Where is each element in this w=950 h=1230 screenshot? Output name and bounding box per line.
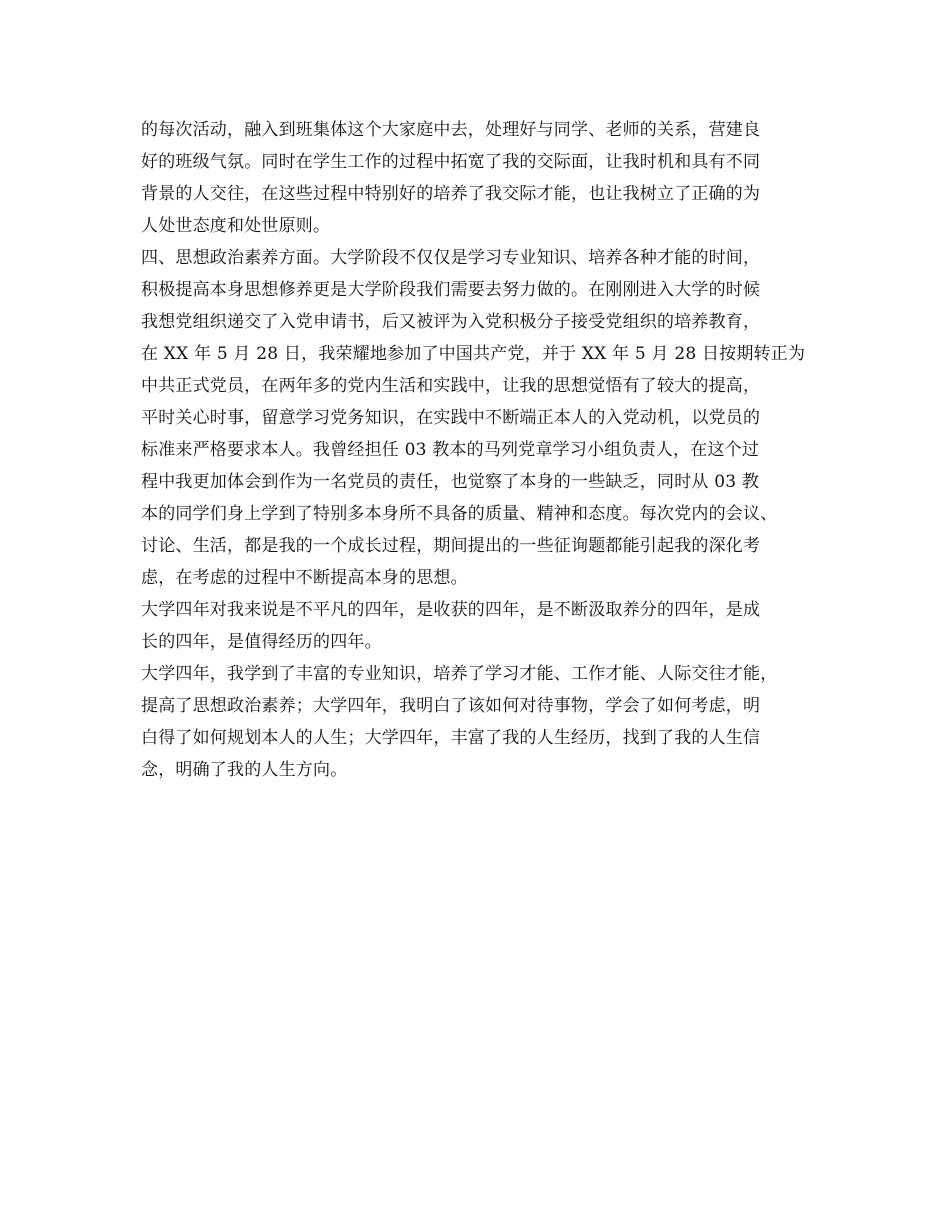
text-line: 程中我更加体会到作为一名党员的责任，也觉察了本身的一些缺乏，同时从 03 教 [141, 472, 760, 492]
text-line: 在 XX 年 5 月 28 日，我荣耀地参加了中国共产党，并于 XX 年 5 月 28 日按期转正为 [141, 344, 806, 364]
text-line: 的每次活动，融入到班集体这个大家庭中去，处理好与同学、老师的关系，营建良 [141, 120, 761, 140]
text-line: 虑，在考虑的过程中不断提高本身的思想。 [141, 568, 468, 588]
text-line: 长的四年，是值得经历的四年。 [141, 632, 382, 652]
text-line: 好的班级气氛。同时在学生工作的过程中拓宽了我的交际面，让我时机和具有不同 [141, 152, 761, 172]
text-line: 人处世态度和处世原则。 [141, 216, 331, 236]
text-line: 提高了思想政治素养；大学四年，我明白了该如何对待事物，学会了如何考虑，明 [141, 696, 761, 716]
text-line: 大学四年对我来说是不平凡的四年，是收获的四年，是不断汲取养分的四年，是成 [141, 600, 761, 620]
text-line: 大学四年，我学到了丰富的专业知识，培养了学习才能、工作才能、人际交往才能， [141, 664, 778, 684]
text-line: 本的同学们身上学到了特别多本身所不具备的质量、精神和态度。每次党内的会议、 [141, 504, 778, 524]
text-line: 我想党组织递交了入党申请书，后又被评为入党积极分子接受党组织的培养教育， [141, 312, 761, 332]
document-body [141, 114, 831, 786]
text-line: 平时关心时事，留意学习党务知识，在实践中不断端正本人的入党动机，以党员的 [141, 408, 761, 428]
text-line: 白得了如何规划本人的人生；大学四年，丰富了我的人生经历，找到了我的人生信 [141, 728, 761, 748]
text-line: 念，明确了我的人生方向。 [141, 760, 348, 780]
text-line: 标准来严格要求本人。我曾经担任 03 教本的马列党章学习小组负责人，在这个过 [141, 440, 760, 460]
text-line: 四、思想政治素养方面。大学阶段不仅仅是学习专业知识、培养各种才能的时间， [141, 248, 761, 268]
text-line: 积极提高本身思想修养更是大学阶段我们需要去努力做的。在刚刚进入大学的时候 [141, 280, 761, 300]
text-line: 背景的人交往，在这些过程中特别好的培养了我交际才能，也让我树立了正确的为 [141, 184, 761, 204]
text-line: 讨论、生活，都是我的一个成长过程，期间提出的一些征询题都能引起我的深化考 [141, 536, 761, 556]
text-line: 中共正式党员，在两年多的党内生活和实践中，让我的思想觉悟有了较大的提高， [141, 376, 761, 396]
